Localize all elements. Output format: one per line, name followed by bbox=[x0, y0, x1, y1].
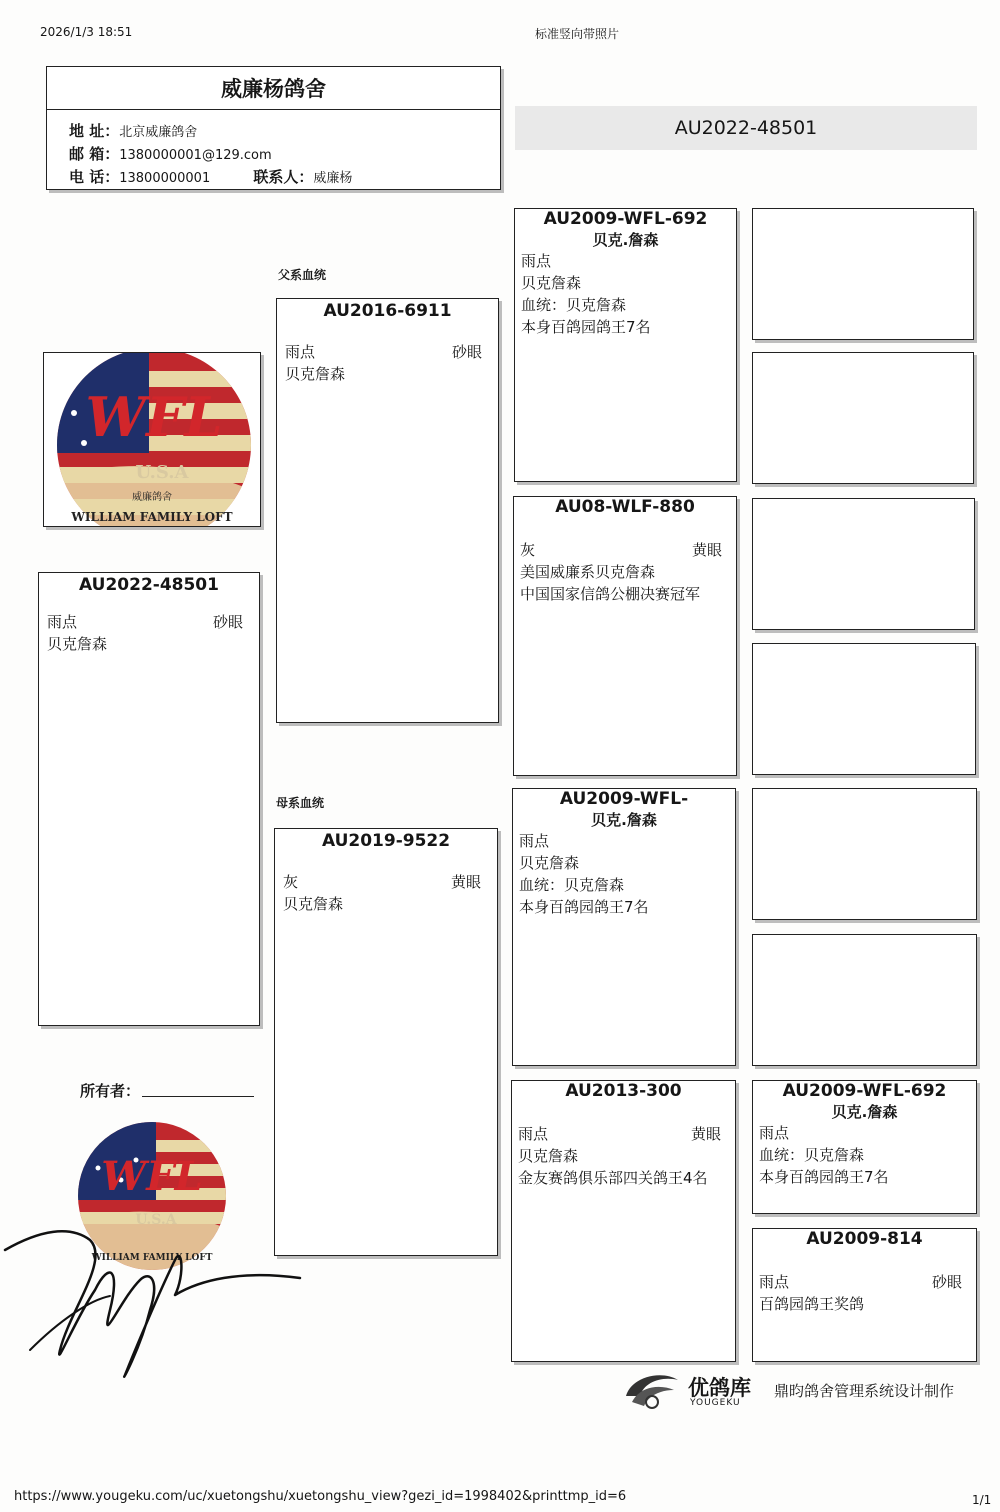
ring-number: AU2019-9522 bbox=[321, 831, 451, 851]
feather-color: 雨点 bbox=[47, 613, 78, 631]
pigeon-line-2: 中国国家信鸽公棚决赛冠军 bbox=[520, 585, 701, 603]
pigeon-card-self bbox=[38, 572, 260, 1026]
contact-value: 威廉杨 bbox=[313, 171, 353, 186]
feather-color: 雨点 bbox=[285, 343, 316, 361]
feather-color: 灰 bbox=[283, 873, 299, 891]
contact-label: 联系人： bbox=[253, 168, 314, 186]
owner-signature-line bbox=[142, 1096, 254, 1097]
template-name: 标准竖向带照片 bbox=[535, 27, 620, 41]
ring-number: AU2009-814 bbox=[806, 1229, 923, 1249]
pigeon-line-1: 贝克詹森 bbox=[283, 895, 344, 913]
pigeon-photo-box bbox=[43, 352, 261, 527]
eye-type: 砂眼 bbox=[212, 613, 243, 631]
eye-type: 黄眼 bbox=[691, 541, 722, 559]
eye-type: 砂眼 bbox=[451, 343, 482, 361]
pigeon-line-1: 贝克詹森 bbox=[47, 635, 108, 653]
feather-color: 灰 bbox=[520, 541, 536, 559]
pigeon-card-ggp-3-empty bbox=[752, 498, 975, 630]
feather-color: 雨点 bbox=[759, 1124, 790, 1142]
logo-wfl-text: WFL bbox=[85, 385, 223, 449]
ring-number: AU2016-6911 bbox=[323, 301, 452, 321]
logo-arc-text: WILLIAM FAMILY LOFT bbox=[71, 510, 233, 524]
pigeon-line-2: 血统：贝克詹森 bbox=[521, 296, 627, 314]
pigeon-card-ggp-6-empty bbox=[752, 934, 977, 1066]
pigeon-card-ggp-5-empty bbox=[752, 788, 977, 920]
ring-number: AU2022-48501 bbox=[79, 575, 219, 595]
maternal-section-label: 母系血统 bbox=[276, 796, 325, 810]
system-credit: 鼎昀鸽舍管理系统设计制作 bbox=[774, 1382, 955, 1400]
owner-label: 所有者： bbox=[80, 1082, 141, 1100]
pedigree-title-ring: AU2022-48501 bbox=[515, 106, 977, 150]
pigeon-line-2: 血统：贝克詹森 bbox=[519, 876, 625, 894]
logo-usa-text: U.S.A bbox=[135, 462, 189, 483]
pigeon-card-sire bbox=[276, 298, 499, 723]
pigeon-name: 贝克.詹森 bbox=[831, 1103, 898, 1121]
logo-small-text: 威廉鸽舍 bbox=[132, 492, 172, 503]
email-label: 邮 箱： bbox=[69, 145, 120, 163]
pigeon-line-3: 本身百鸽园鸽王7名 bbox=[521, 318, 651, 336]
pigeon-line-1: 贝克詹森 bbox=[518, 1147, 579, 1165]
pigeon-line-2: 金友赛鸽俱乐部四关鸽王4名 bbox=[518, 1169, 708, 1187]
ring-number: AU2013-300 bbox=[565, 1081, 682, 1101]
pigeon-name: 贝克.詹森 bbox=[591, 811, 657, 829]
paternal-section-label: 父系血统 bbox=[278, 268, 327, 282]
ring-number: AU2009-WFL-692 bbox=[543, 209, 708, 229]
eye-type: 黄眼 bbox=[690, 1125, 721, 1143]
brand-name-en: YOUGEKU bbox=[690, 1398, 741, 1408]
email-value: 1380000001@129.com bbox=[119, 148, 272, 163]
pigeon-card-ggp-4-empty bbox=[752, 643, 976, 775]
eye-type: 黄眼 bbox=[450, 873, 481, 891]
ring-number: AU08-WLF-880 bbox=[555, 497, 695, 517]
pigeon-line-1: 血统：贝克詹森 bbox=[759, 1146, 865, 1164]
pigeon-card-ggp-8 bbox=[752, 1228, 977, 1362]
source-url: https://www.yougeku.com/uc/xuetongshu/xuetongshu_view?gezi_id=1998402&printtmp_id=6 bbox=[14, 1489, 627, 1504]
address-label: 地 址： bbox=[69, 122, 120, 140]
phone-value: 13800000001 bbox=[119, 171, 211, 186]
handwritten-signature bbox=[0, 1200, 320, 1390]
ring-number: AU2009-WFL- bbox=[559, 789, 689, 809]
pigeon-line-1: 美国威廉系贝克詹森 bbox=[520, 563, 656, 581]
brand-name-cn: 优鸽库 bbox=[688, 1376, 751, 1400]
pigeon-card-ggp-1-empty bbox=[752, 208, 974, 340]
stamp-usa-text: U.S.A bbox=[135, 1212, 177, 1228]
pigeon-card-ggp-2-empty bbox=[752, 352, 974, 484]
pigeon-card-sire-dam bbox=[513, 496, 737, 776]
yougeku-logo-icon bbox=[622, 1366, 684, 1412]
pigeon-card-ggp-7 bbox=[752, 1080, 977, 1214]
page-number: 1/1 bbox=[972, 1493, 992, 1507]
eye-type: 砂眼 bbox=[931, 1273, 962, 1291]
feather-color: 雨点 bbox=[518, 1125, 549, 1143]
pigeon-line-1: 贝克詹森 bbox=[521, 274, 582, 292]
phone-label: 电 话： bbox=[69, 168, 120, 186]
stamp-arc-text: WILLIAM FAMILY LOFT bbox=[91, 1253, 213, 1263]
loft-info-box bbox=[46, 66, 501, 190]
pigeon-line-2: 本身百鸽园鸽王7名 bbox=[759, 1168, 889, 1186]
print-timestamp: 2026/1/3 18:51 bbox=[40, 25, 133, 39]
feather-color: 雨点 bbox=[519, 832, 550, 850]
pigeon-name: 贝克.詹森 bbox=[592, 231, 659, 249]
loft-name: 威廉杨鸽舍 bbox=[47, 67, 500, 110]
pigeon-line-3: 本身百鸽园鸽王7名 bbox=[519, 898, 649, 916]
stamp-wfl-text: WFL bbox=[101, 1153, 203, 1200]
wfl-logo-photo bbox=[44, 353, 261, 527]
pigeon-line-1: 贝克詹森 bbox=[285, 365, 346, 383]
pigeon-card-dam-sire bbox=[512, 788, 736, 1066]
pigeon-card-dam bbox=[274, 828, 498, 1256]
pigeon-card-sire-sire bbox=[514, 208, 737, 482]
pigeon-line-1: 百鸽园鸽王奖鸽 bbox=[759, 1295, 865, 1313]
ring-number: AU2009-WFL-692 bbox=[782, 1081, 947, 1101]
address-value: 北京威廉鸽舍 bbox=[119, 125, 198, 140]
pigeon-card-dam-dam bbox=[511, 1080, 736, 1362]
feather-color: 雨点 bbox=[521, 252, 552, 270]
pigeon-line-1: 贝克詹森 bbox=[519, 854, 580, 872]
feather-color: 雨点 bbox=[759, 1273, 790, 1291]
